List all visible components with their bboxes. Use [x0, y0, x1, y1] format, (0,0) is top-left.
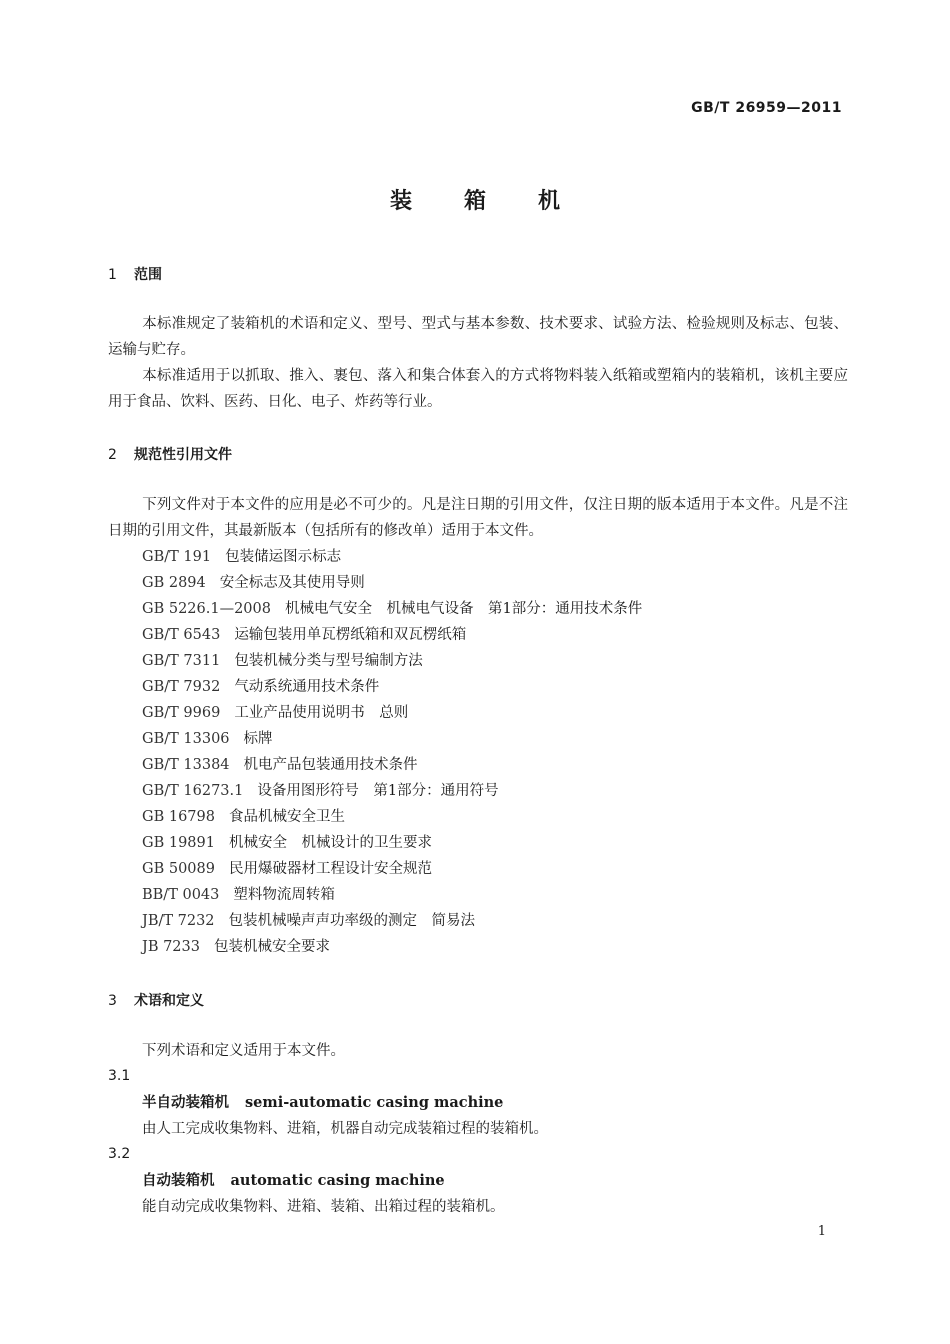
- reference-code: GB 2894: [142, 575, 206, 591]
- reference-item: [142, 856, 642, 882]
- paragraph-text: 下列文件对于本文件的应用是必不可少的。凡是注日期的引用文件，仅注日期的版本适用于本文件。凡是不注日期的引用文件，其最新版本（包括所有的修改单）适用于本文件。: [108, 497, 848, 539]
- reference-code: GB 16798: [142, 809, 215, 825]
- section-number: 3: [108, 993, 117, 1009]
- reference-code: GB/T 7311: [142, 653, 221, 669]
- paragraph: [108, 311, 848, 363]
- paragraph-text: 本标准适用于以抓取、推入、裹包、落入和集合体套入的方式将物料装入纸箱或塑箱内的装箱机，该机主要应用于食品、饮料、医药、日化、电子、炸药等行业。: [108, 368, 848, 410]
- reference-title: 标牌: [243, 731, 273, 747]
- reference-title: 气动系统通用技术条件: [234, 679, 380, 695]
- page-number: 1: [817, 1224, 826, 1239]
- reference-item: [142, 674, 642, 700]
- reference-code: GB/T 13384: [142, 757, 230, 773]
- term-chinese: 半自动装箱机: [142, 1095, 229, 1111]
- section-3-intro: 下列术语和定义适用于本文件。: [142, 1043, 345, 1059]
- standard-code: GB/T 26959—2011: [691, 100, 842, 116]
- section-3-heading: [108, 990, 204, 1010]
- paragraph: [108, 492, 848, 544]
- reference-item: [142, 908, 642, 934]
- reference-title: 民用爆破器材工程设计安全规范: [228, 861, 432, 877]
- reference-item: [142, 726, 642, 752]
- term-definition: 由人工完成收集物料、进箱，机器自动完成装箱过程的装箱机。: [142, 1121, 548, 1137]
- reference-code: GB 50089: [142, 861, 215, 877]
- reference-code: GB 5226.1—2008: [142, 601, 271, 617]
- section-2-heading: [108, 444, 232, 464]
- reference-code: GB/T 9969: [142, 705, 221, 721]
- reference-item: [142, 934, 642, 960]
- reference-title: 机械安全 机械设计的卫生要求: [228, 835, 432, 851]
- term-definition: 能自动完成收集物料、进箱、装箱、出箱过程的装箱机。: [142, 1199, 505, 1215]
- reference-item: [142, 544, 642, 570]
- document-title: 装箱机: [389, 189, 612, 214]
- paragraph: [108, 363, 848, 415]
- section-title: 术语和定义: [134, 993, 204, 1009]
- normative-reference-list: [142, 544, 642, 960]
- term-heading: [142, 1090, 503, 1116]
- reference-code: GB 19891: [142, 835, 215, 851]
- reference-code: BB/T 0043: [142, 887, 220, 903]
- reference-item: [142, 596, 642, 622]
- reference-item: [142, 882, 642, 908]
- reference-title: 机械电气安全 机械电气设备 第1部分：通用技术条件: [285, 601, 643, 617]
- reference-title: 包装储运图示标志: [225, 549, 342, 565]
- reference-title: 包装机械噪声声功率级的测定 简易法: [228, 913, 476, 929]
- term-number: 3.2: [108, 1146, 131, 1162]
- reference-title: 包装机械安全要求: [213, 939, 330, 955]
- reference-item: [142, 570, 642, 596]
- reference-code: GB/T 13306: [142, 731, 230, 747]
- reference-title: 机电产品包装通用技术条件: [243, 757, 418, 773]
- term-english: automatic casing machine: [230, 1172, 445, 1189]
- reference-code: GB/T 7932: [142, 679, 221, 695]
- reference-code: GB/T 6543: [142, 627, 221, 643]
- section-title: 规范性引用文件: [134, 447, 232, 463]
- section-number: 2: [108, 447, 117, 463]
- reference-title: 工业产品使用说明书 总则: [234, 705, 409, 721]
- reference-title: 运输包装用单瓦楞纸箱和双瓦楞纸箱: [234, 627, 467, 643]
- reference-item: [142, 804, 642, 830]
- reference-title: 食品机械安全卫生: [228, 809, 345, 825]
- paragraph-text: 本标准规定了装箱机的术语和定义、型号、型式与基本参数、技术要求、试验方法、检验规则及标志、包装、运输与贮存。: [108, 316, 848, 358]
- term-number: 3.1: [108, 1068, 131, 1084]
- term-chinese: 自动装箱机: [142, 1173, 215, 1189]
- reference-code: GB/T 16273.1: [142, 783, 244, 799]
- term-english: semi-automatic casing machine: [245, 1094, 504, 1111]
- section-1-heading: [108, 264, 162, 284]
- reference-item: [142, 778, 642, 804]
- reference-title: 包装机械分类与型号编制方法: [234, 653, 423, 669]
- reference-title: 安全标志及其使用导则: [219, 575, 365, 591]
- reference-code: GB/T 191: [142, 549, 212, 565]
- reference-item: [142, 830, 642, 856]
- reference-title: 设备用图形符号 第1部分：通用符号: [257, 783, 499, 799]
- term-heading: [142, 1168, 445, 1194]
- reference-item: [142, 700, 642, 726]
- reference-code: JB/T 7232: [142, 913, 215, 929]
- reference-item: [142, 622, 642, 648]
- reference-item: [142, 648, 642, 674]
- section-title: 范围: [134, 267, 162, 283]
- reference-item: [142, 752, 642, 778]
- reference-title: 塑料物流周转箱: [233, 887, 335, 903]
- reference-code: JB 7233: [142, 939, 200, 955]
- section-number: 1: [108, 267, 117, 283]
